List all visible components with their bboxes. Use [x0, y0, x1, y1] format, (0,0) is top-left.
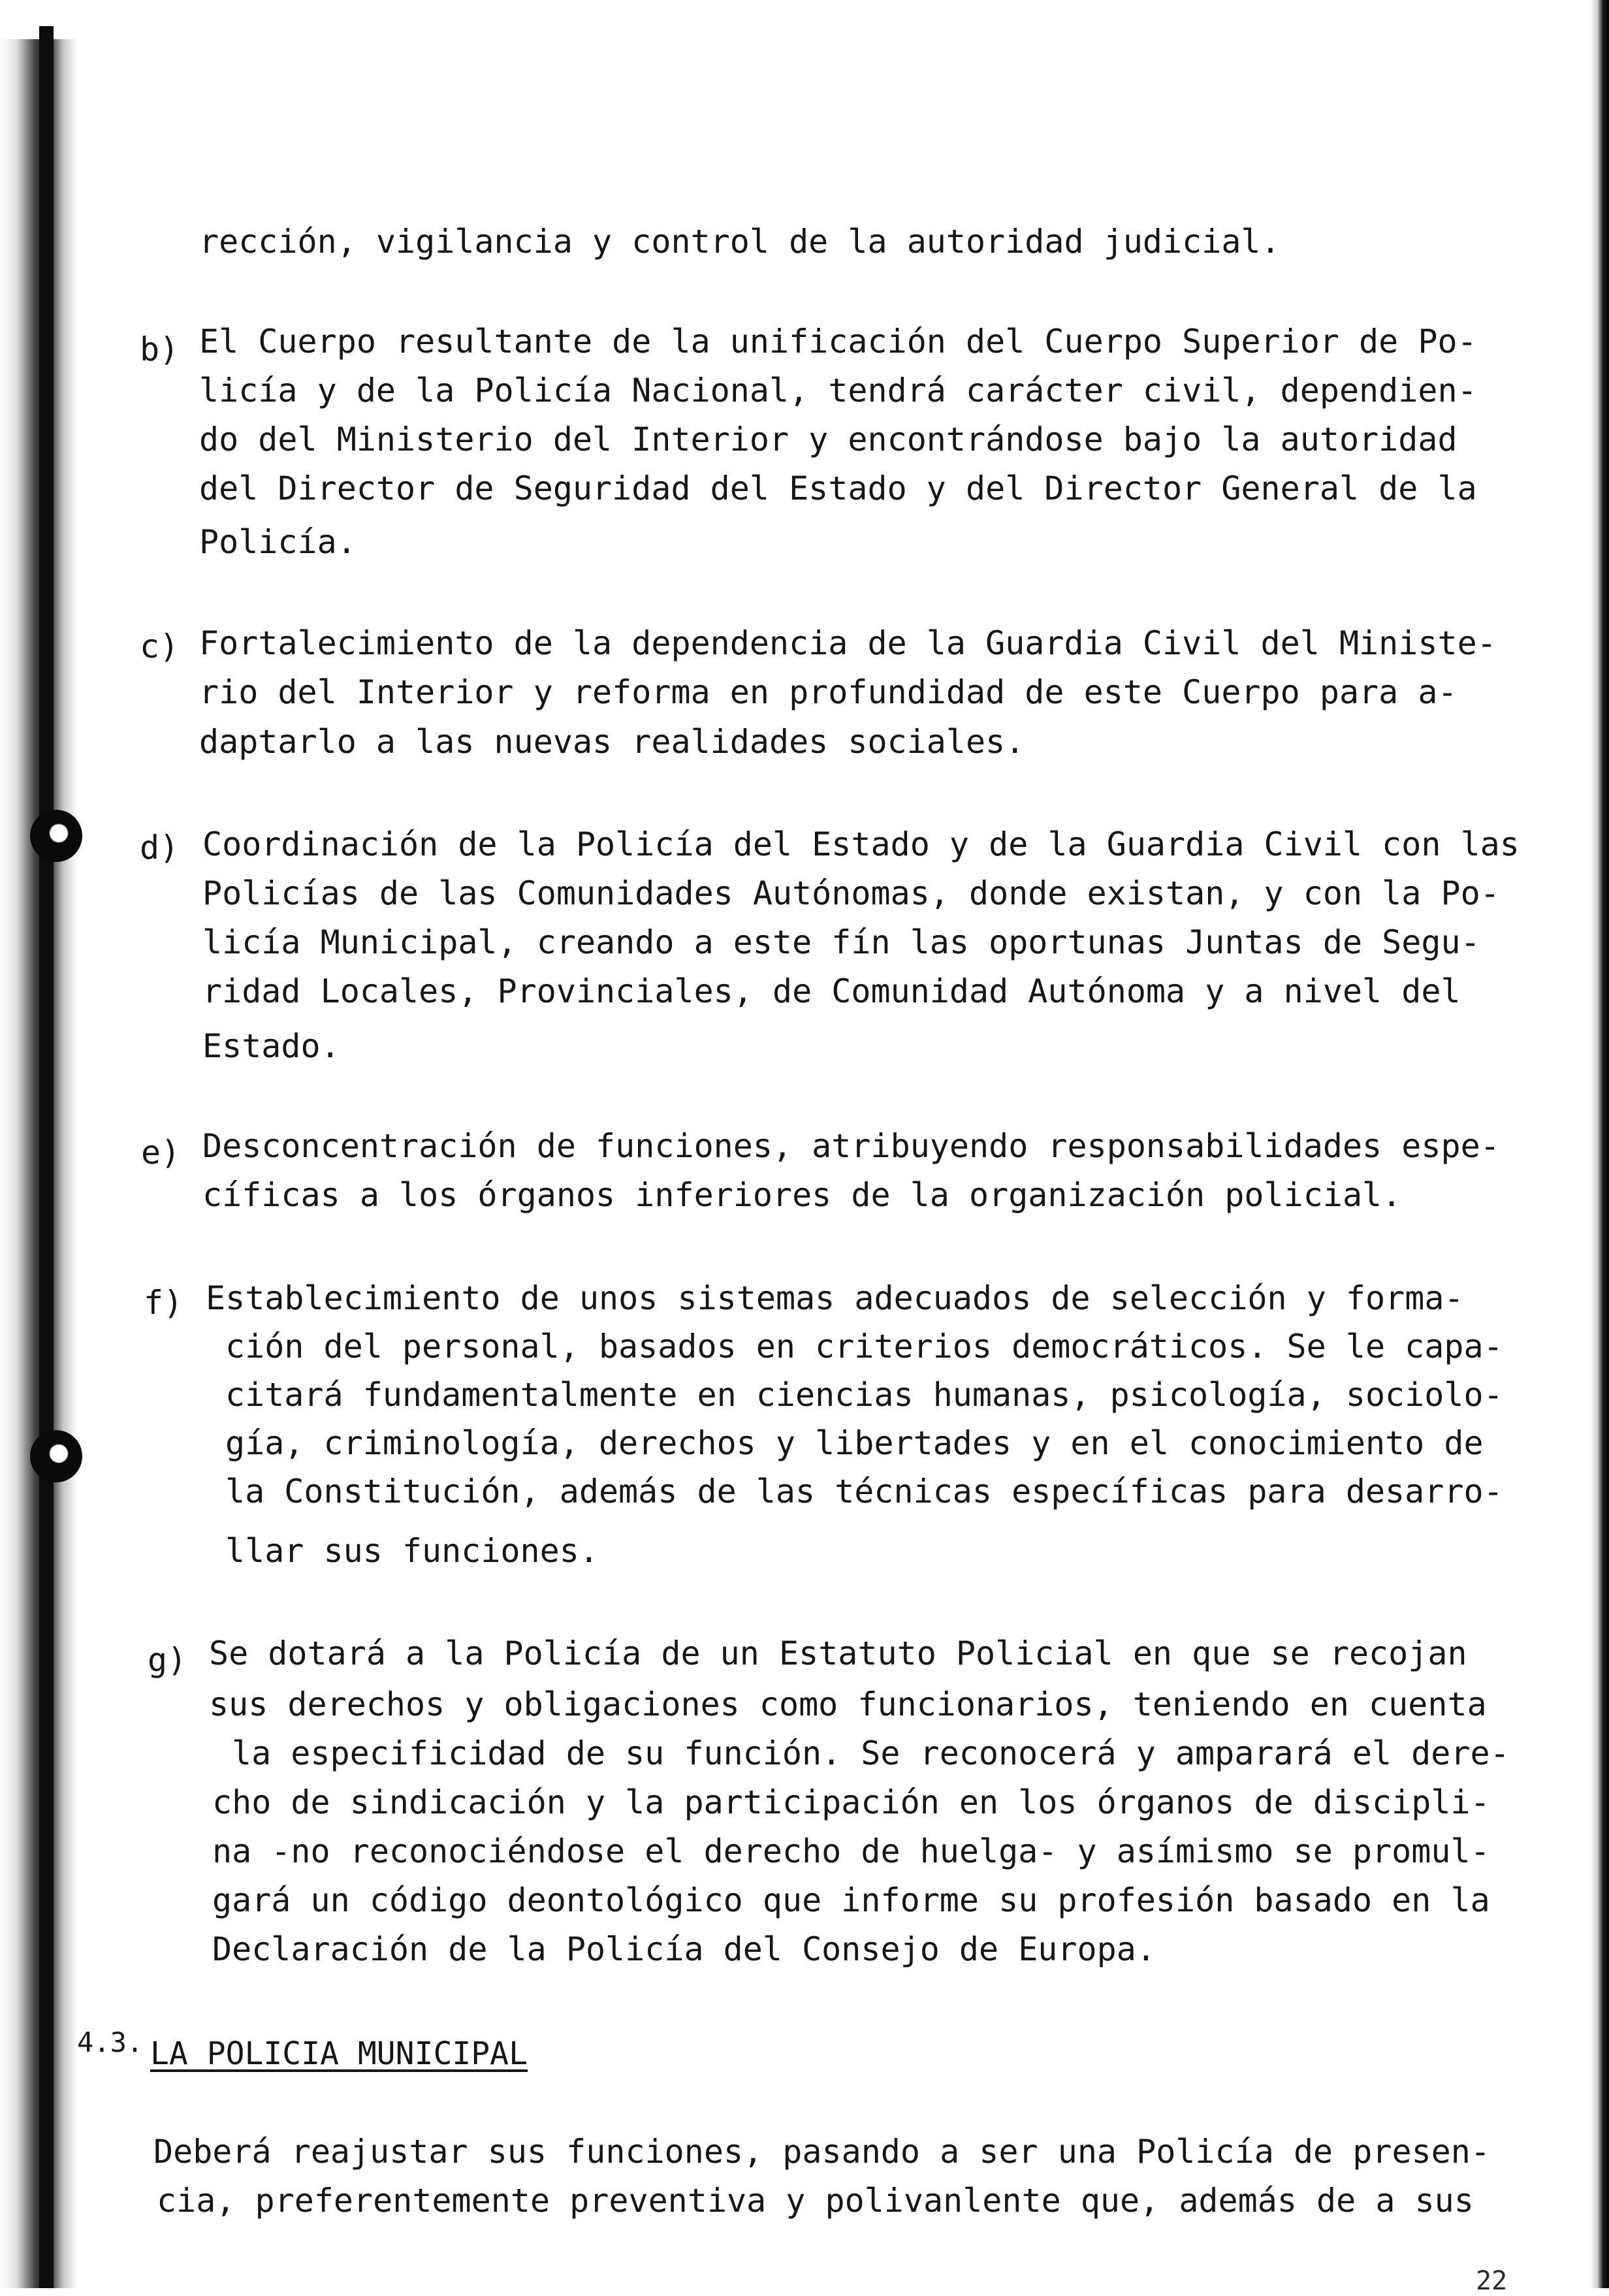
item-b-line: licía y de la Policía Nacional, tendrá carácter civil, dependien-	[199, 372, 1477, 409]
item-f-line: la Constitución, además de las técnicas específicas para desarro-	[225, 1473, 1503, 1510]
item-d-line: licía Municipal, creando a este fín las oportunas Juntas de Segu-	[202, 923, 1480, 961]
item-marker-b: b)	[140, 330, 180, 368]
item-g-line: Declaración de la Policía del Consejo de Europa.	[212, 1930, 1156, 1968]
item-marker-c: c)	[140, 628, 180, 665]
item-g-line: Se dotará a la Policía de un Estatuto Policial en que se recojan	[209, 1634, 1467, 1672]
item-f-line: Establecimiento de unos sistemas adecuados de selección y forma-	[206, 1279, 1464, 1317]
section-body-line: cia, preferentemente preventiva y polivanlente que, además de a sus	[157, 2182, 1474, 2220]
item-b-line: El Cuerpo resultante de la unificación del Cuerpo Superior de Po-	[199, 323, 1477, 360]
item-g-line: sus derechos y obligaciones como funcionarios, teniendo en cuenta	[209, 1685, 1487, 1723]
item-marker-f: f)	[144, 1284, 183, 1322]
item-f-line: ción del personal, basados en criterios democráticos. Se le capa-	[225, 1328, 1503, 1365]
item-marker-g: g)	[148, 1641, 187, 1679]
item-b-line: del Director de Seguridad del Estado y del Director General de la	[199, 470, 1477, 507]
item-g-line: gará un código deontológico que informe su profesión basado en la	[212, 1881, 1490, 1919]
scan-right-edge	[1589, 0, 1609, 2288]
binding-shadow	[39, 26, 54, 2288]
item-f-line: llar sus funciones.	[225, 1532, 599, 1570]
item-b-line: do del Ministerio del Interior y encontrándose bajo la autoridad	[199, 421, 1458, 458]
item-g-line: la especificidad de su función. Se reconocerá y amparará el dere-	[232, 1734, 1510, 1772]
scan-binding-edge	[0, 39, 77, 2288]
item-g-line: cho de sindicación y la participación en los órganos de discipli-	[212, 1783, 1490, 1821]
item-g-line: na -no reconociéndose el derecho de huelga- y asímismo se promul-	[212, 1832, 1490, 1870]
opening-line: rección, vigilancia y control de la autoridad judicial.	[199, 223, 1281, 261]
item-e-line: cíficas a los órganos inferiores de la organización policial.	[202, 1176, 1402, 1214]
item-d-line: Policías de las Comunidades Autónomas, donde existan, y con la Po-	[202, 874, 1500, 912]
item-marker-d: d)	[140, 829, 180, 867]
item-marker-e: e)	[141, 1134, 181, 1172]
page-number: 22	[1476, 2266, 1508, 2296]
item-f-line: citará fundamentalmente en ciencias humanas, psicología, sociolo-	[225, 1376, 1503, 1414]
item-c-line: Fortalecimiento de la dependencia de la Guardia Civil del Ministe-	[199, 624, 1497, 662]
item-c-line: daptarlo a las nuevas realidades sociales.	[199, 723, 1025, 761]
section-number: 4.3.	[77, 2026, 144, 2058]
item-d-line: Coordinación de la Policía del Estado y de la Guardia Civil con las	[202, 825, 1520, 863]
item-b-line: Policía.	[199, 523, 357, 561]
item-c-line: rio del Interior y reforma en profundidad de este Cuerpo para a-	[199, 673, 1458, 711]
punch-hole-icon	[30, 1430, 82, 1482]
punch-hole-icon	[30, 810, 82, 862]
item-d-line: ridad Locales, Provinciales, de Comunidad Autónoma y a nivel del	[202, 972, 1461, 1010]
item-f-line: gía, criminología, derechos y libertades y en el conocimiento de	[225, 1424, 1484, 1462]
item-e-line: Desconcentración de funciones, atribuyendo responsabilidades espe-	[202, 1127, 1500, 1165]
item-d-line: Estado.	[202, 1027, 340, 1065]
section-heading: LA POLICIA MUNICIPAL	[150, 2035, 528, 2072]
section-body-line: Deberá reajustar sus funciones, pasando a ser una Policía de presen-	[153, 2133, 1490, 2171]
